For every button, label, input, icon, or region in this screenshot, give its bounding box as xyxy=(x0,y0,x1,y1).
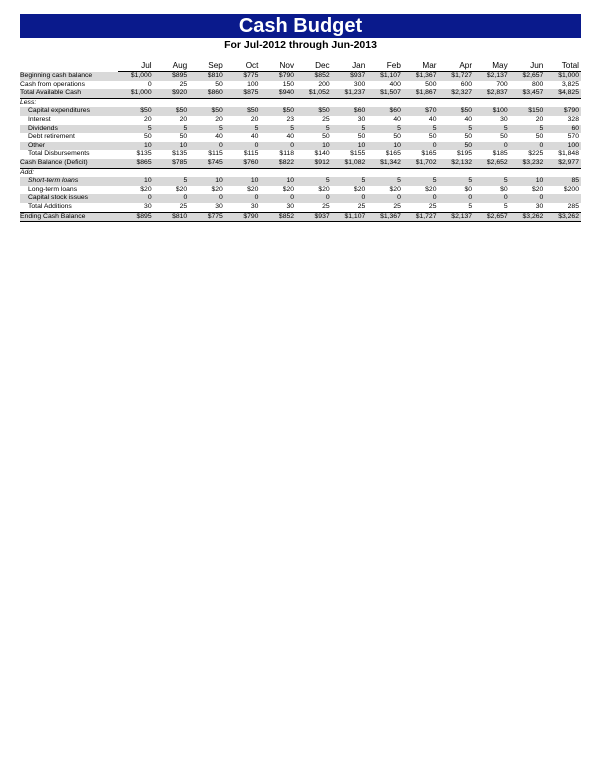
row-capital-stock-issues xyxy=(20,194,581,203)
cell-total: $200 xyxy=(563,185,579,193)
cell-nov: 150 xyxy=(282,80,295,88)
cell-jan: 10 xyxy=(332,142,368,151)
cell-dec: $50 xyxy=(296,107,332,116)
cell-total: 85 xyxy=(545,177,581,186)
cell-jun: 0 xyxy=(510,194,546,203)
cell-aug: $785 xyxy=(154,159,190,168)
cell-dec: 10 xyxy=(296,142,332,151)
cell-apr: 5 xyxy=(438,203,474,212)
cell-nov: $852 xyxy=(260,212,296,222)
cell-jan: $20 xyxy=(353,185,366,193)
cell-feb: 5 xyxy=(367,177,403,186)
cell-apr: $1,727 xyxy=(438,72,474,81)
cell-may: 30 xyxy=(500,115,508,123)
cell-jun: $150 xyxy=(510,107,546,116)
cell-jan: 5 xyxy=(332,125,368,134)
cell-apr: $50 xyxy=(438,107,474,116)
cell-apr: 50 xyxy=(438,142,474,151)
cell-nov: $790 xyxy=(260,72,296,81)
cell-jun: $3,457 xyxy=(510,89,546,98)
header-row xyxy=(20,61,581,72)
cell-jun: 50 xyxy=(535,133,544,141)
cell-feb: $1,107 xyxy=(367,72,403,81)
cell-aug xyxy=(154,98,190,107)
cell-jul: 0 xyxy=(118,194,154,203)
cell-jul: 0 xyxy=(147,80,152,88)
cell-mar: $1,702 xyxy=(403,159,439,168)
cell-jan: $1,082 xyxy=(332,159,368,168)
cell-apr: $0 xyxy=(464,185,473,193)
cell-feb: $1,342 xyxy=(367,159,403,168)
cell-aug: $895 xyxy=(154,72,190,81)
column-header: Oct xyxy=(225,61,261,72)
cell-dec: 5 xyxy=(296,125,332,134)
cell-may: $0 xyxy=(500,185,508,193)
cell-may xyxy=(474,168,510,177)
column-header: Apr xyxy=(438,61,474,72)
cell-oct: 40 xyxy=(250,133,259,141)
cell-apr xyxy=(438,98,474,107)
cell-jun: 10 xyxy=(510,177,546,186)
cell-aug: 10 xyxy=(154,142,190,151)
cell-apr: $2,137 xyxy=(438,212,474,222)
row-label: Cash from operations xyxy=(20,80,85,88)
cell-oct: 10 xyxy=(225,177,261,186)
cell-jan: $937 xyxy=(332,72,368,81)
cell-feb: $60 xyxy=(367,107,403,116)
cell-mar: 25 xyxy=(403,203,439,212)
row-label: Capital expenditures xyxy=(20,107,118,116)
cell-oct: $775 xyxy=(225,72,261,81)
cell-may: 5 xyxy=(474,125,510,134)
cell-dec: $912 xyxy=(296,159,332,168)
cell-jul: 5 xyxy=(118,125,154,134)
cell-feb xyxy=(367,98,403,107)
cell-total: 570 xyxy=(567,133,579,141)
cell-jun: 800 xyxy=(531,80,544,88)
cell-jan: $155 xyxy=(350,150,366,158)
cell-nov: $822 xyxy=(260,159,296,168)
cell-jul: $1,000 xyxy=(118,72,154,81)
cell-jan xyxy=(332,168,368,177)
cell-may: $2,652 xyxy=(474,159,510,168)
cell-total: 3,825 xyxy=(561,80,579,88)
cell-sep: $20 xyxy=(211,185,223,193)
cell-dec: 50 xyxy=(322,133,330,141)
row-label: Ending Cash Balance xyxy=(20,212,118,222)
row-total-additions xyxy=(20,203,581,212)
cell-feb xyxy=(367,168,403,177)
header-label-cell xyxy=(20,61,118,72)
cell-aug: $135 xyxy=(172,150,188,158)
cell-jun xyxy=(510,168,546,177)
cell-nov: $50 xyxy=(260,107,296,116)
cell-mar: 50 xyxy=(428,133,437,141)
row-long-term-loans xyxy=(20,186,581,195)
cell-dec: 200 xyxy=(318,80,330,88)
cell-mar: $20 xyxy=(425,185,437,193)
report-subtitle: For Jul-2012 through Jun-2013 xyxy=(224,39,377,51)
row-cash-balance-deficit xyxy=(20,159,581,168)
cell-apr: 600 xyxy=(460,80,473,88)
cell-jul: 10 xyxy=(118,177,154,186)
cell-apr: 40 xyxy=(464,115,473,123)
cell-total: 285 xyxy=(545,203,581,212)
cell-total xyxy=(545,194,581,203)
cell-mar: 0 xyxy=(403,194,439,203)
cell-jan: 300 xyxy=(353,80,366,88)
cell-mar xyxy=(403,98,439,107)
cell-aug: 5 xyxy=(154,125,190,134)
cell-sep: 20 xyxy=(215,115,223,123)
row-label: Other xyxy=(20,142,118,151)
cell-mar: 500 xyxy=(425,80,437,88)
row-label: Capital stock issues xyxy=(20,194,118,203)
column-header: Jun xyxy=(510,61,546,72)
cell-jul: $135 xyxy=(136,150,152,158)
cell-oct xyxy=(225,168,261,177)
cell-may: $2,137 xyxy=(474,72,510,81)
cash-budget-table xyxy=(20,61,581,222)
report-title: Cash Budget xyxy=(20,14,581,38)
cell-sep: $860 xyxy=(189,89,225,98)
cell-jul: $895 xyxy=(118,212,154,222)
row-label: Dividends xyxy=(20,125,118,134)
cell-mar: $1,867 xyxy=(403,89,439,98)
cell-total: 328 xyxy=(567,115,579,123)
cell-apr xyxy=(438,168,474,177)
cell-mar: $1,367 xyxy=(403,72,439,81)
cell-jul: $50 xyxy=(118,107,154,116)
cell-jul: $1,000 xyxy=(118,89,154,98)
row-other xyxy=(20,142,581,151)
cell-nov: 30 xyxy=(260,203,296,212)
cell-may: $185 xyxy=(492,150,508,158)
cell-oct: $20 xyxy=(247,185,259,193)
cell-dec: $937 xyxy=(296,212,332,222)
cell-apr: 5 xyxy=(438,125,474,134)
cell-mar: $1,727 xyxy=(403,212,439,222)
cell-sep: $775 xyxy=(189,212,225,222)
cell-oct: 0 xyxy=(225,194,261,203)
cell-jul: 50 xyxy=(144,133,152,141)
cell-nov: 0 xyxy=(260,142,296,151)
cell-jul: $865 xyxy=(118,159,154,168)
column-header: Total xyxy=(545,61,581,72)
cell-aug: $20 xyxy=(175,185,188,193)
cell-aug: 25 xyxy=(179,80,188,88)
cell-jan: 50 xyxy=(357,133,366,141)
cell-apr: 5 xyxy=(438,177,474,186)
cell-aug: 5 xyxy=(154,177,190,186)
row-label: Total Available Cash xyxy=(20,89,118,98)
row-label: Long-term loans xyxy=(28,185,78,193)
cell-may: 0 xyxy=(474,142,510,151)
column-header: Dec xyxy=(296,61,332,72)
cell-jun xyxy=(510,98,546,107)
cell-nov: $20 xyxy=(282,185,295,193)
cell-feb: 5 xyxy=(367,125,403,134)
cell-sep: 50 xyxy=(215,80,223,88)
row-label: Cash Balance (Deficit) xyxy=(20,159,118,168)
cell-sep: $745 xyxy=(189,159,225,168)
cell-feb: 40 xyxy=(393,115,401,123)
row-label: Less: xyxy=(20,98,37,106)
row-total-disbursements xyxy=(20,150,581,159)
cell-dec: 25 xyxy=(322,115,330,123)
cell-may: 5 xyxy=(474,203,510,212)
cell-jul: $20 xyxy=(140,185,152,193)
cell-may: 50 xyxy=(500,133,508,141)
cell-feb: 400 xyxy=(389,80,401,88)
row-interest xyxy=(20,116,581,125)
cell-jan: $1,237 xyxy=(332,89,368,98)
cell-feb: 0 xyxy=(367,194,403,203)
cell-mar: 5 xyxy=(403,125,439,134)
cell-aug: $920 xyxy=(154,89,190,98)
row-label: Beginning cash balance xyxy=(20,72,118,81)
cell-nov: 23 xyxy=(286,115,295,123)
cell-jul xyxy=(118,168,154,177)
row-dividends xyxy=(20,125,581,134)
row-label: Total Additions xyxy=(20,203,118,212)
cell-sep: 40 xyxy=(215,133,223,141)
cell-sep: $50 xyxy=(189,107,225,116)
cell-feb: 10 xyxy=(367,142,403,151)
cell-apr: $2,132 xyxy=(438,159,474,168)
cell-aug: 0 xyxy=(154,194,190,203)
cell-jun: 20 xyxy=(535,115,544,123)
cell-jan: 25 xyxy=(332,203,368,212)
cell-total xyxy=(545,98,581,107)
cell-oct: 20 xyxy=(250,115,259,123)
row-short-term-loans xyxy=(20,177,581,186)
row-label: Interest xyxy=(28,115,51,123)
cell-mar: 5 xyxy=(403,177,439,186)
cell-mar: $70 xyxy=(403,107,439,116)
cell-sep xyxy=(189,98,225,107)
cell-sep: 0 xyxy=(189,194,225,203)
cell-oct xyxy=(225,98,261,107)
cell-feb: 25 xyxy=(367,203,403,212)
cell-feb: $20 xyxy=(389,185,401,193)
column-header: Mar xyxy=(403,61,439,72)
cell-mar xyxy=(403,168,439,177)
cell-sep: 10 xyxy=(189,177,225,186)
cell-oct: $50 xyxy=(225,107,261,116)
cell-sep: $115 xyxy=(208,150,223,158)
column-header: May xyxy=(474,61,510,72)
row-add xyxy=(20,168,581,177)
cell-oct: 30 xyxy=(225,203,261,212)
cell-total: $1,848 xyxy=(558,150,579,158)
column-header: Jul xyxy=(118,61,154,72)
cell-jun: 30 xyxy=(510,203,546,212)
cell-total: $2,977 xyxy=(545,159,581,168)
row-label: Add: xyxy=(20,168,34,176)
cell-jul: 20 xyxy=(144,115,152,123)
cell-jun: $3,232 xyxy=(510,159,546,168)
cell-sep: 30 xyxy=(189,203,225,212)
row-debt-retirement xyxy=(20,133,581,142)
cell-aug: 20 xyxy=(179,115,188,123)
cell-total: $1,000 xyxy=(545,72,581,81)
cell-total: $4,825 xyxy=(545,89,581,98)
cell-dec xyxy=(296,98,332,107)
cell-jul xyxy=(118,98,154,107)
cell-dec: $20 xyxy=(318,185,330,193)
cell-mar: $165 xyxy=(421,150,437,158)
cell-jan: $1,107 xyxy=(332,212,368,222)
column-header: Jan xyxy=(332,61,368,72)
cell-oct: $760 xyxy=(225,159,261,168)
column-header: Nov xyxy=(260,61,296,72)
column-header: Aug xyxy=(154,61,190,72)
cell-oct: 0 xyxy=(225,142,261,151)
cell-jun: $225 xyxy=(528,150,544,158)
row-less xyxy=(20,98,581,107)
cell-apr: $2,327 xyxy=(438,89,474,98)
column-header: Sep xyxy=(189,61,225,72)
cell-sep xyxy=(189,168,225,177)
cell-jun: 0 xyxy=(510,142,546,151)
row-beginning-cash-balance xyxy=(20,72,581,81)
cell-may: 0 xyxy=(474,194,510,203)
cell-sep: 0 xyxy=(189,142,225,151)
cell-jan xyxy=(332,98,368,107)
cell-dec: 5 xyxy=(296,177,332,186)
cell-total: $3,262 xyxy=(545,212,581,222)
cell-may: $2,657 xyxy=(474,212,510,222)
cell-oct: $115 xyxy=(243,150,259,158)
cell-dec: 25 xyxy=(296,203,332,212)
row-label: Debt retirement xyxy=(28,133,75,141)
cell-dec: $852 xyxy=(296,72,332,81)
cell-dec: $140 xyxy=(314,150,330,158)
cell-may: $2,837 xyxy=(474,89,510,98)
cell-feb: $1,507 xyxy=(367,89,403,98)
cell-jun: $20 xyxy=(531,185,544,193)
row-capital-expenditures xyxy=(20,107,581,116)
cell-nov: $940 xyxy=(260,89,296,98)
cell-nov: $118 xyxy=(279,150,295,158)
cell-nov: 40 xyxy=(286,133,295,141)
cell-dec: $1,052 xyxy=(296,89,332,98)
cell-total: 100 xyxy=(545,142,581,151)
cell-apr: $195 xyxy=(456,150,473,158)
cell-aug: 50 xyxy=(179,133,188,141)
cell-dec xyxy=(296,168,332,177)
cell-mar: 0 xyxy=(403,142,439,151)
cell-may: $100 xyxy=(474,107,510,116)
cell-nov: 10 xyxy=(260,177,296,186)
row-cash-from-operations xyxy=(20,81,581,90)
cell-oct: $875 xyxy=(225,89,261,98)
column-header: Feb xyxy=(367,61,403,72)
cell-may xyxy=(474,98,510,107)
cell-nov: 0 xyxy=(260,194,296,203)
cell-oct: 5 xyxy=(225,125,261,134)
cell-jul: 10 xyxy=(118,142,154,151)
cell-jul: 30 xyxy=(118,203,154,212)
cell-aug xyxy=(154,168,190,177)
cell-total xyxy=(545,168,581,177)
cell-feb: $165 xyxy=(385,150,401,158)
cell-jan: 30 xyxy=(357,115,366,123)
cell-mar: 40 xyxy=(428,115,437,123)
row-label: Short-term loans xyxy=(20,177,118,186)
cell-aug: 25 xyxy=(154,203,190,212)
cell-nov: 5 xyxy=(260,125,296,134)
cell-apr: 50 xyxy=(464,133,473,141)
cell-jan: $60 xyxy=(332,107,368,116)
cell-total: 60 xyxy=(545,125,581,134)
cell-aug: $810 xyxy=(154,212,190,222)
row-ending-cash-balance xyxy=(20,212,581,222)
cell-aug: $50 xyxy=(154,107,190,116)
cell-oct: $790 xyxy=(225,212,261,222)
row-label: Total Disbursements xyxy=(28,150,90,158)
cell-total: $790 xyxy=(545,107,581,116)
cell-sep: $810 xyxy=(189,72,225,81)
cell-nov xyxy=(260,168,296,177)
cell-feb: $1,367 xyxy=(367,212,403,222)
cell-oct: 100 xyxy=(247,80,259,88)
cell-sep: 5 xyxy=(189,125,225,134)
cell-dec: 0 xyxy=(296,194,332,203)
cell-apr: 0 xyxy=(438,194,474,203)
row-total-available-cash xyxy=(20,89,581,98)
cell-may: 5 xyxy=(474,177,510,186)
cell-jun: 5 xyxy=(510,125,546,134)
cell-nov xyxy=(260,98,296,107)
cell-jan: 5 xyxy=(332,177,368,186)
cell-may: 700 xyxy=(496,80,508,88)
cell-feb: 50 xyxy=(393,133,401,141)
cell-jun: $2,657 xyxy=(510,72,546,81)
cell-jun: $3,262 xyxy=(510,212,546,222)
cell-jan: 0 xyxy=(332,194,368,203)
